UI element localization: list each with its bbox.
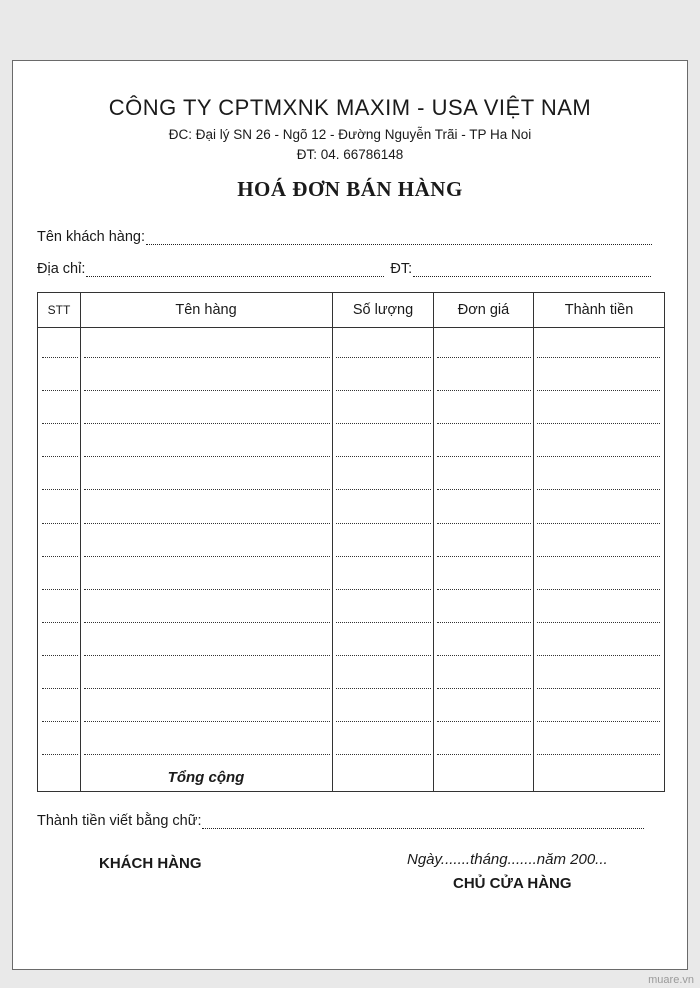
- row-dotted-line: [437, 688, 531, 689]
- customer-phone-label: ĐT:: [390, 261, 413, 277]
- row-dotted-line: [537, 556, 660, 557]
- row-dotted-line: [336, 556, 431, 557]
- row-dotted-line: [437, 622, 531, 623]
- row-dotted-line: [84, 754, 330, 755]
- row-dotted-line: [84, 423, 330, 424]
- row-dotted-line: [42, 721, 78, 722]
- row-dotted-line: [537, 589, 660, 590]
- row-dotted-line: [437, 390, 531, 391]
- total-label: Tổng cộng: [167, 768, 245, 786]
- customer-name-field: [37, 229, 652, 245]
- row-dotted-line: [336, 456, 431, 457]
- row-dotted-line: [42, 688, 78, 689]
- row-dotted-line: [437, 721, 531, 722]
- row-dotted-line: [537, 390, 660, 391]
- amount-in-words-blank: [202, 814, 644, 829]
- column-header-quantity: Số lượng: [352, 302, 414, 318]
- row-dotted-line: [537, 754, 660, 755]
- row-dotted-line: [42, 655, 78, 656]
- date-line: Ngày.......tháng.......năm 200...: [407, 851, 608, 868]
- row-dotted-line: [84, 357, 330, 358]
- row-dotted-line: [42, 556, 78, 557]
- row-dotted-line: [84, 556, 330, 557]
- row-dotted-line: [336, 489, 431, 490]
- row-dotted-line: [437, 456, 531, 457]
- column-header-amount: Thành tiền: [564, 302, 634, 318]
- row-dotted-line: [537, 523, 660, 524]
- row-dotted-line: [437, 357, 531, 358]
- row-dotted-line: [537, 655, 660, 656]
- row-dotted-line: [84, 523, 330, 524]
- address-field: [37, 261, 651, 277]
- company-address: ĐC: Đại lý SN 26 - Ngõ 12 - Đường Nguyễn Trãi - TP Ha Noi: [168, 127, 532, 142]
- company-name: CÔNG TY CPTMXNK MAXIM - USA VIỆT NAM: [108, 95, 592, 120]
- row-dotted-line: [336, 721, 431, 722]
- row-dotted-line: [42, 390, 78, 391]
- column-divider: [80, 293, 81, 791]
- row-dotted-line: [336, 423, 431, 424]
- column-divider: [533, 293, 534, 791]
- amount-in-words-field: [37, 813, 644, 829]
- row-dotted-line: [42, 456, 78, 457]
- row-dotted-line: [84, 589, 330, 590]
- row-dotted-line: [84, 688, 330, 689]
- column-header-stt: STT: [47, 303, 71, 317]
- row-dotted-line: [437, 423, 531, 424]
- row-dotted-line: [537, 456, 660, 457]
- header-divider: [38, 327, 664, 328]
- row-dotted-line: [336, 589, 431, 590]
- row-dotted-line: [42, 489, 78, 490]
- row-dotted-line: [437, 489, 531, 490]
- row-dotted-line: [537, 721, 660, 722]
- row-dotted-line: [42, 622, 78, 623]
- row-dotted-line: [537, 688, 660, 689]
- row-dotted-line: [42, 523, 78, 524]
- row-dotted-line: [437, 523, 531, 524]
- row-dotted-line: [42, 589, 78, 590]
- row-dotted-line: [437, 655, 531, 656]
- row-dotted-line: [537, 489, 660, 490]
- customer-name-blank: [146, 230, 652, 245]
- row-dotted-line: [42, 754, 78, 755]
- row-dotted-line: [537, 423, 660, 424]
- amount-in-words-label: Thành tiền viết bằng chữ:: [37, 813, 202, 829]
- invoice-sheet: [12, 60, 688, 970]
- row-dotted-line: [84, 622, 330, 623]
- column-header-unit-price: Đơn giá: [457, 302, 510, 318]
- row-dotted-line: [84, 655, 330, 656]
- row-dotted-line: [336, 357, 431, 358]
- customer-phone-blank: [413, 262, 651, 277]
- address-label: Địa chỉ:: [37, 261, 86, 277]
- column-header-item-name: Tên hàng: [175, 302, 237, 318]
- address-blank: [86, 262, 384, 277]
- company-phone: ĐT: 04. 66786148: [296, 147, 404, 162]
- row-dotted-line: [437, 589, 531, 590]
- column-divider: [433, 293, 434, 791]
- row-dotted-line: [537, 357, 660, 358]
- row-dotted-line: [84, 721, 330, 722]
- row-dotted-line: [336, 754, 431, 755]
- items-table: [37, 292, 665, 792]
- row-dotted-line: [437, 556, 531, 557]
- row-dotted-line: [437, 754, 531, 755]
- row-dotted-line: [336, 390, 431, 391]
- watermark: muare.vn: [648, 974, 694, 986]
- column-divider: [332, 293, 333, 791]
- row-dotted-line: [537, 622, 660, 623]
- customer-name-label: Tên khách hàng:: [37, 229, 146, 245]
- row-dotted-line: [84, 489, 330, 490]
- row-dotted-line: [42, 357, 78, 358]
- row-dotted-line: [336, 523, 431, 524]
- row-dotted-line: [336, 688, 431, 689]
- owner-signature-label: CHỦ CỬA HÀNG: [453, 875, 572, 892]
- row-dotted-line: [42, 423, 78, 424]
- row-dotted-line: [336, 622, 431, 623]
- customer-signature-label: KHÁCH HÀNG: [99, 855, 202, 872]
- row-dotted-line: [84, 390, 330, 391]
- row-dotted-line: [84, 456, 330, 457]
- row-dotted-line: [336, 655, 431, 656]
- invoice-title: HOÁ ĐƠN BÁN HÀNG: [237, 177, 463, 201]
